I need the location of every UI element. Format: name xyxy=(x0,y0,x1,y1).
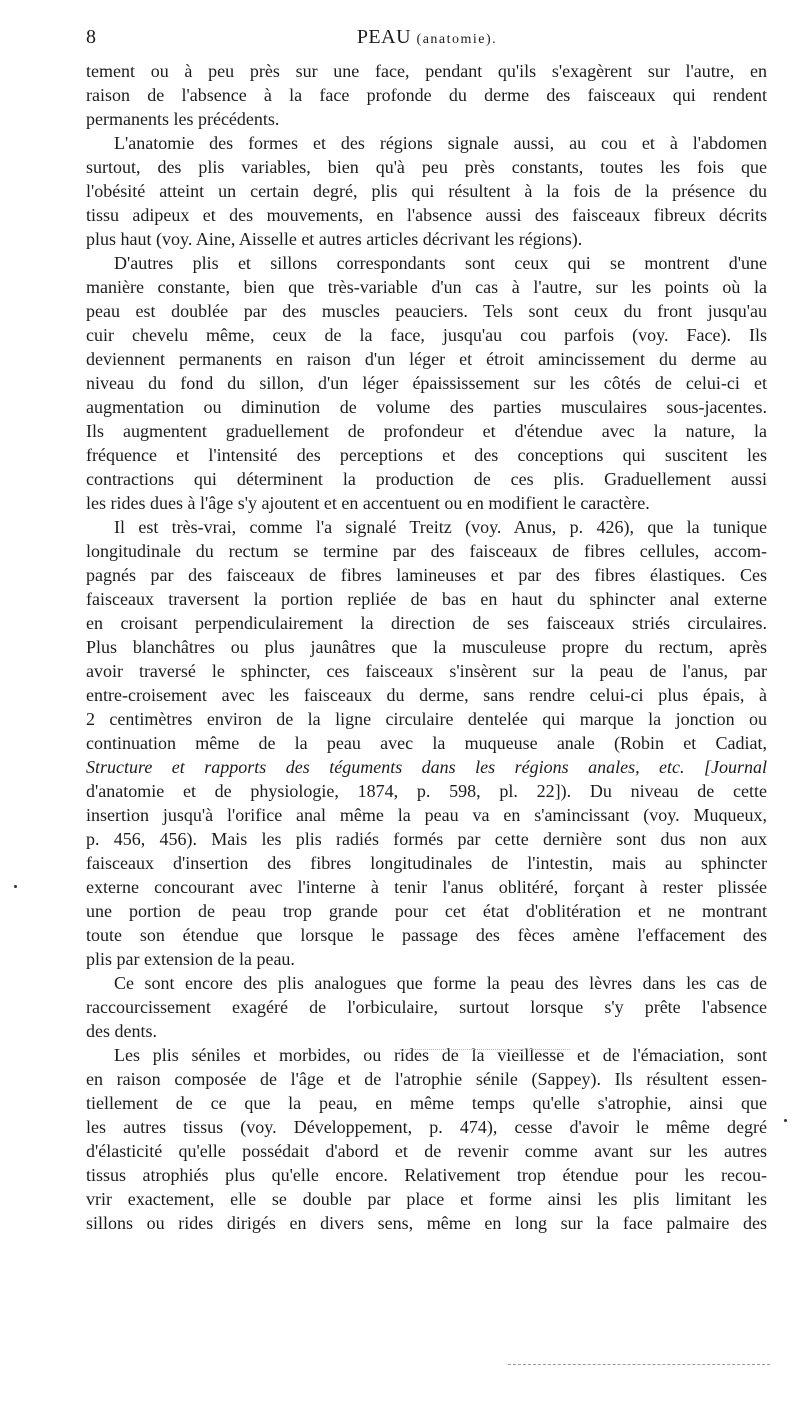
scan-speck xyxy=(784,1119,787,1122)
text-line: raison de l'absence à la face profonde du derme des faisceaux qui rendent xyxy=(86,85,767,105)
text-line: insertion jusqu'à l'orifice anal même la peau va en s'amincissant (voy. Muqueux, xyxy=(86,805,767,825)
text-line: faisceaux d'insertion des fibres longitudinales de l'intestin, mais au sphincter xyxy=(86,853,767,873)
text-line: peau est doublée par des muscles peauciers. Tels sont ceux du front jusqu'au xyxy=(86,301,767,321)
text-line: cuir chevelu même, ceux de la face, jusqu'au cou parfois (voy. Face). Ils xyxy=(86,325,767,345)
text-line: sillons ou rides dirigés en divers sens, même en long sur la face palmaire des xyxy=(86,1213,767,1233)
running-title xyxy=(86,26,768,49)
running-title-main: PEAU xyxy=(356,26,412,48)
text-line: 2 centimètres environ de la ligne circulaire dentelée qui marque la jonction ou xyxy=(86,709,767,729)
text-line: tissu adipeux et des mouvements, en l'absence aussi des faisceaux fibreux décrits xyxy=(86,205,767,225)
bottom-rule xyxy=(508,1364,770,1365)
text-line: augmentation ou diminution de volume des parties musculaires sous-jacentes. xyxy=(86,397,767,417)
text-line: p. 456, 456). Mais les plis radiés formés par cette dernière sont dus non aux xyxy=(86,829,767,849)
text-line: faisceaux traversent la portion repliée de bas en haut du sphincter anal externe xyxy=(86,589,767,609)
text-line: vrir exactement, elle se double par place et forme ainsi les plis limitant les xyxy=(86,1189,767,1209)
scan-speck xyxy=(14,885,17,888)
text-line: surtout, des plis variables, bien qu'à peu près constants, toutes les fois que xyxy=(86,157,767,177)
text-line: pagnés par des faisceaux de fibres lamineuses et par des fibres élastiques. Ces xyxy=(86,565,767,585)
text-line: tement ou à peu près sur une face, pendant qu'ils s'exagèrent sur l'autre, en xyxy=(86,61,767,81)
scan-smudge xyxy=(400,1049,570,1050)
text-line: plus haut (voy. Aine, Aisselle et autres articles décrivant les régions). xyxy=(86,229,583,249)
text-line: avoir traversé le sphincter, ces faisceaux s'insèrent sur la peau de l'anus, par xyxy=(86,661,767,681)
text-line: L'anatomie des formes et des régions signale aussi, au cou et à l'abdomen xyxy=(114,133,767,153)
text-line: plis par extension de la peau. xyxy=(86,949,295,969)
text-line: d'élasticité qu'elle possédait d'abord et de revenir comme avant sur les autres xyxy=(86,1141,767,1161)
page-number: 8 xyxy=(86,26,96,48)
text-line: les rides dues à l'âge s'y ajoutent et en accentuent ou en modifient le caractère. xyxy=(86,493,650,513)
text-line: D'autres plis et sillons correspondants sont ceux qui se montrent d'une xyxy=(114,253,767,273)
text-line: Il est très-vrai, comme l'a signalé Treitz (voy. Anus, p. 426), que la tunique xyxy=(114,517,767,537)
text-line: manière constante, bien que très-variable d'un cas à l'autre, sur les points où la xyxy=(86,277,767,297)
text-line: entre-croisement avec les faisceaux du derme, sans rendre celui-ci plus épais, à xyxy=(86,685,767,705)
running-header xyxy=(86,26,768,56)
text-line: fréquence et l'intensité des perceptions et des conceptions qui suscitent les xyxy=(86,445,767,465)
text-line: en croisant perpendiculairement la direction de ses faisceaux striés circulaires. xyxy=(86,613,767,633)
text-line: externe concourant avec l'interne à tenir l'anus oblitéré, forçant à rester plissée xyxy=(86,877,767,897)
text-line: Structure et rapports des téguments dans les régions anales, etc. [Journal xyxy=(86,757,767,777)
text-line: Ce sont encore des plis analogues que forme la peau des lèvres dans les cas de xyxy=(114,973,767,993)
text-line: deviennent permanents en raison d'un léger et étroit amincissement du derme au xyxy=(86,349,767,369)
text-line: toute son étendue que lorsque le passage des fèces amène l'effacement des xyxy=(86,925,767,945)
text-line: permanents les précédents. xyxy=(86,109,280,129)
text-line: tiellement de ce que la peau, en même temps qu'elle s'atrophie, ainsi que xyxy=(86,1093,767,1113)
text-line: l'obésité atteint un certain degré, plis qui résultent à la fois de la présence du xyxy=(86,181,767,201)
text-line: tissus atrophiés plus qu'elle encore. Relativement trop étendue pour les recou- xyxy=(86,1165,767,1185)
text-line: continuation même de la peau avec la muqueuse anale (Robin et Cadiat, xyxy=(86,733,767,753)
text-line: longitudinale du rectum se termine par des faisceaux de fibres cellules, accom- xyxy=(86,541,767,561)
text-line: en raison composée de l'âge et de l'atrophie sénile (Sappey). Ils résultent essen- xyxy=(86,1069,767,1089)
text-line: Plus blanchâtres ou plus jaunâtres que la musculeuse propre du rectum, après xyxy=(86,637,767,657)
body-text xyxy=(86,59,767,1235)
running-title-sub: (anatomie). xyxy=(416,32,498,47)
text-line: niveau du fond du sillon, d'un léger épaississement sur les côtés de celui-ci et xyxy=(86,373,767,393)
text-line: les autres tissus (voy. Développement, p. 474), cesse d'avoir le même degré xyxy=(86,1117,767,1137)
text-line: d'anatomie et de physiologie, 1874, p. 598, pl. 22]). Du niveau de cette xyxy=(86,781,767,801)
text-line: Les plis séniles et morbides, ou rides de la vieillesse et de l'émaciation, sont xyxy=(114,1045,767,1065)
text-line: contractions qui déterminent la production de ces plis. Graduellement aussi xyxy=(86,469,767,489)
text-line: des dents. xyxy=(86,1021,157,1041)
text-line: raccourcissement exagéré de l'orbiculaire, surtout lorsque s'y prête l'absence xyxy=(86,997,767,1017)
text-line: une portion de peau trop grande pour cet état d'oblitération et ne montrant xyxy=(86,901,767,921)
text-line: Ils augmentent graduellement de profondeur et d'étendue avec la nature, la xyxy=(86,421,767,441)
